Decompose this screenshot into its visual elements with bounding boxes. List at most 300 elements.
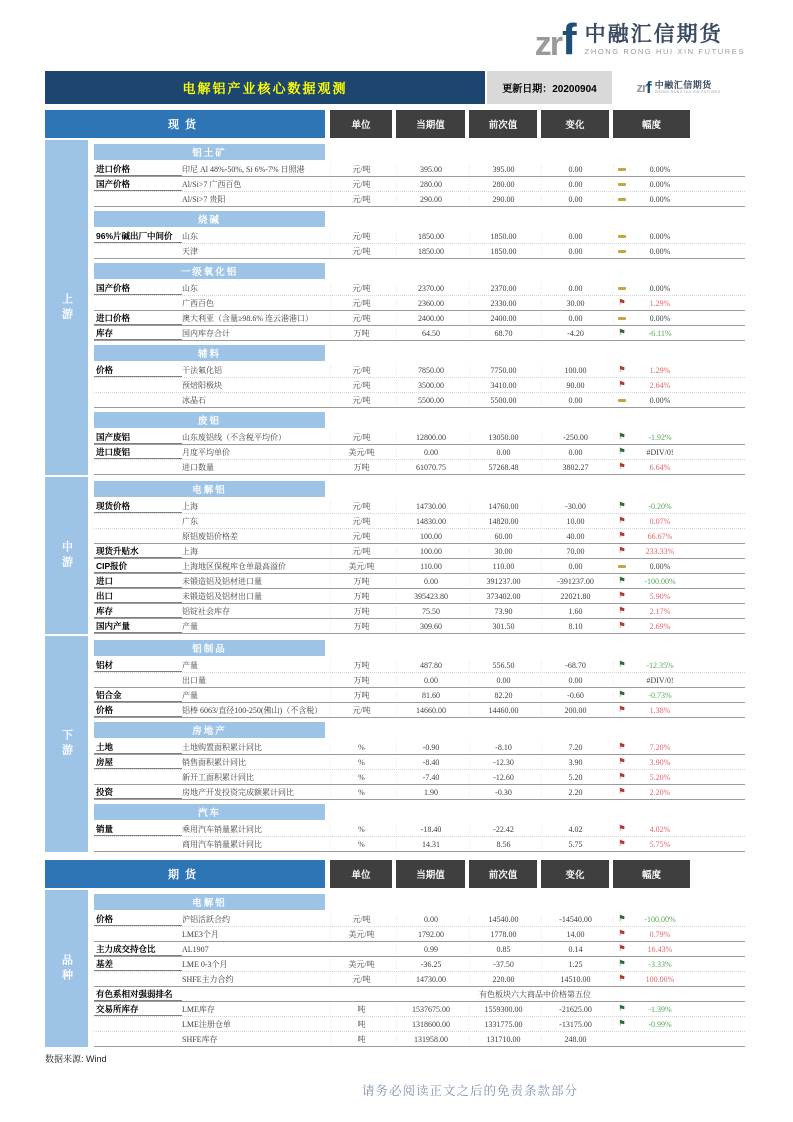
table-row bbox=[94, 296, 745, 311]
cell-item: 未锻造铝及铝材出口量 bbox=[182, 591, 262, 601]
cell-label bbox=[94, 378, 182, 392]
cell-range bbox=[613, 396, 690, 405]
trend-up-flag-icon: ⚑ bbox=[618, 943, 626, 954]
cell-previous: 2370.00 bbox=[469, 284, 537, 293]
cell-current: 14830.00 bbox=[396, 517, 465, 526]
trend-down-flag-icon: ⚑ bbox=[618, 1018, 626, 1029]
column-change: 变化 bbox=[541, 110, 609, 138]
cell-change: 22021.80 bbox=[541, 592, 609, 601]
cell-label bbox=[94, 514, 182, 528]
table-row bbox=[94, 770, 745, 785]
cell-change: 4.02 bbox=[541, 825, 609, 834]
cell-change: 7.20 bbox=[541, 743, 609, 752]
cell-range bbox=[613, 517, 690, 526]
table-row bbox=[94, 281, 745, 296]
spot-table-body bbox=[45, 140, 745, 852]
range-value: 0.07% bbox=[649, 516, 671, 526]
cell-current: 2360.00 bbox=[396, 299, 465, 308]
cell-label bbox=[94, 927, 182, 941]
cell-previous: 73.90 bbox=[469, 607, 537, 616]
cell-previous: 131710.00 bbox=[469, 1035, 537, 1044]
cell-previous: 13050.00 bbox=[469, 433, 537, 442]
trend-up-flag-icon: ⚑ bbox=[618, 771, 626, 782]
cell-label bbox=[94, 296, 182, 310]
cell-span-note: 有色板块六大商品中价格第五位 bbox=[479, 989, 591, 999]
table-row bbox=[94, 1002, 745, 1017]
range-value: 0.00% bbox=[649, 164, 671, 174]
cell-item: 产量 bbox=[182, 660, 198, 670]
range-value: 66.67% bbox=[647, 531, 673, 541]
trend-up-flag-icon: ⚑ bbox=[618, 297, 626, 308]
section-header: 电解铝 bbox=[94, 894, 325, 910]
logo-text bbox=[585, 24, 745, 55]
trend-flat-icon bbox=[614, 195, 630, 204]
cell-item: 广西百色 bbox=[182, 298, 214, 308]
cell-range bbox=[613, 1020, 690, 1029]
column-change: 变化 bbox=[541, 860, 609, 888]
cell-item: 山东 bbox=[182, 283, 198, 293]
cell-current: -0.90 bbox=[396, 743, 465, 752]
cell-unit: 元/吨 bbox=[330, 231, 392, 242]
cell-unit: 万吨 bbox=[330, 675, 392, 686]
trend-flat-icon bbox=[614, 284, 630, 293]
column-previous: 前次值 bbox=[469, 860, 537, 888]
cell-previous: 68.70 bbox=[469, 329, 537, 338]
stage-group bbox=[45, 636, 745, 852]
cell-range bbox=[613, 743, 690, 752]
cell-item: 上海 bbox=[182, 501, 198, 511]
cell-item: 商用汽车销量累计同比 bbox=[182, 839, 262, 849]
logo-name-en-small: ZHONG RONG HUI XIN FUTURES bbox=[654, 90, 721, 94]
cell-label: 国内产量 bbox=[94, 619, 182, 633]
cell-unit: % bbox=[330, 825, 392, 834]
cell-label: 国产价格 bbox=[94, 177, 182, 191]
cell-change: 40.00 bbox=[541, 532, 609, 541]
cell-item: SHFE库存 bbox=[182, 1034, 218, 1044]
cell-item: Al/Si>7 广西百色 bbox=[182, 179, 242, 189]
cell-range bbox=[613, 592, 690, 601]
cell-previous: 1331775.00 bbox=[469, 1020, 537, 1029]
cell-previous: 220.00 bbox=[469, 975, 537, 984]
cell-label bbox=[94, 1032, 182, 1046]
cell-label: 有色系相对强弱排名 bbox=[94, 987, 182, 1001]
cell-unit: 元/吨 bbox=[330, 179, 392, 190]
cell-previous: -12.60 bbox=[469, 773, 537, 782]
cell-item: Al/Si>7 贵阳 bbox=[182, 194, 226, 204]
cell-current: 12800.00 bbox=[396, 433, 465, 442]
title-bar bbox=[45, 71, 745, 104]
column-current: 当期值 bbox=[396, 110, 465, 138]
page-title: 电解铝产业核心数据观测 bbox=[45, 71, 485, 104]
trend-up-flag-icon: ⚑ bbox=[618, 786, 626, 797]
zrf-logo-mark-icon bbox=[534, 15, 577, 65]
table-row bbox=[94, 574, 745, 589]
cell-current: -8.40 bbox=[396, 758, 465, 767]
table-row bbox=[94, 460, 745, 475]
cell-current: -7.40 bbox=[396, 773, 465, 782]
cell-item: 国内库存合计 bbox=[182, 328, 230, 338]
table-row bbox=[94, 822, 745, 837]
table-row bbox=[94, 499, 745, 514]
logo-f-small: f bbox=[646, 77, 652, 97]
logo-text-small bbox=[655, 81, 721, 94]
cell-item: LME 0-3个月 bbox=[182, 959, 228, 969]
cell-label: 基差 bbox=[94, 957, 182, 971]
logo-name-cn-small: 中融汇信期货 bbox=[654, 80, 712, 90]
cell-previous: 301.50 bbox=[469, 622, 537, 631]
range-value: 0.00% bbox=[649, 283, 671, 293]
cell-item: 山东 bbox=[182, 231, 198, 241]
cell-change: 100.00 bbox=[541, 366, 609, 375]
cell-current: 64.50 bbox=[396, 329, 465, 338]
cell-previous: 7750.00 bbox=[469, 366, 537, 375]
trend-down-flag-icon: ⚑ bbox=[618, 500, 626, 511]
cell-current: 110.00 bbox=[396, 562, 465, 571]
cell-current: 1318600.00 bbox=[396, 1020, 465, 1029]
cell-unit: 元/吨 bbox=[330, 501, 392, 512]
cell-label bbox=[94, 837, 182, 851]
cell-range bbox=[613, 825, 690, 834]
cell-current: 0.00 bbox=[396, 915, 465, 924]
table-row bbox=[94, 363, 745, 378]
cell-previous: -8.10 bbox=[469, 743, 537, 752]
cell-change: 5.75 bbox=[541, 840, 609, 849]
stage-rail-上游: 上游 bbox=[45, 140, 88, 475]
cell-item: 广东 bbox=[182, 516, 198, 526]
table-row bbox=[94, 912, 745, 927]
cell-change: -21625.00 bbox=[541, 1005, 609, 1014]
cell-range bbox=[613, 463, 690, 472]
cell-change: -250.00 bbox=[541, 433, 609, 442]
range-value: -0.20% bbox=[648, 501, 672, 511]
cell-label: 房屋 bbox=[94, 755, 182, 769]
cell-range bbox=[613, 622, 690, 631]
cell-change: 0.00 bbox=[541, 165, 609, 174]
cell-unit: 元/吨 bbox=[330, 432, 392, 443]
cell-label: 现货升贴水 bbox=[94, 544, 182, 558]
cell-unit: 吨 bbox=[330, 1019, 392, 1030]
cell-current: 7850.00 bbox=[396, 366, 465, 375]
cell-current: 309.60 bbox=[396, 622, 465, 631]
cell-current: 0.00 bbox=[396, 448, 465, 457]
cell-unit: 元/吨 bbox=[330, 365, 392, 376]
section-header: 电解铝 bbox=[94, 481, 325, 497]
cell-label bbox=[94, 770, 182, 784]
section-header: 一级氧化铝 bbox=[94, 263, 325, 279]
range-value: -1.39% bbox=[648, 1004, 672, 1014]
cell-previous: 0.00 bbox=[469, 448, 537, 457]
cell-range bbox=[613, 195, 690, 204]
range-value: #DIV/0! bbox=[646, 675, 674, 685]
table-row bbox=[94, 529, 745, 544]
cell-range bbox=[613, 945, 690, 954]
column-unit: 单位 bbox=[330, 110, 392, 138]
cell-range bbox=[613, 676, 690, 685]
range-value: #DIV/0! bbox=[646, 447, 674, 457]
cell-label bbox=[94, 1017, 182, 1031]
trend-flat-icon bbox=[614, 232, 630, 241]
trend-up-flag-icon: ⚑ bbox=[618, 756, 626, 767]
cell-current: 81.60 bbox=[396, 691, 465, 700]
cell-change: 0.14 bbox=[541, 945, 609, 954]
cell-label: 现货价格 bbox=[94, 499, 182, 513]
table-row bbox=[94, 785, 745, 800]
trend-down-flag-icon: ⚑ bbox=[618, 689, 626, 700]
section-header: 废铝 bbox=[94, 412, 325, 428]
cell-range bbox=[613, 314, 690, 323]
cell-item: 沪铝活跃合约 bbox=[182, 914, 230, 924]
stage-group bbox=[45, 477, 745, 634]
section-header: 房地产 bbox=[94, 722, 325, 738]
cell-range bbox=[613, 448, 690, 457]
cell-unit: 美元/吨 bbox=[330, 959, 392, 970]
table-row bbox=[94, 244, 745, 259]
cell-unit: % bbox=[330, 743, 392, 752]
cell-range bbox=[613, 562, 690, 571]
cell-previous: 1559300.00 bbox=[469, 1005, 537, 1014]
cell-previous: 2400.00 bbox=[469, 314, 537, 323]
cell-change: 10.00 bbox=[541, 517, 609, 526]
cell-range bbox=[613, 299, 690, 308]
cell-current: 100.00 bbox=[396, 547, 465, 556]
cell-label bbox=[94, 972, 182, 986]
cell-previous: 1778.00 bbox=[469, 930, 537, 939]
cell-current: 1.90 bbox=[396, 788, 465, 797]
cell-label: 土地 bbox=[94, 740, 182, 754]
cell-label bbox=[94, 673, 182, 687]
cell-change: 0.00 bbox=[541, 195, 609, 204]
cell-unit: 元/吨 bbox=[330, 705, 392, 716]
cell-range bbox=[613, 547, 690, 556]
cell-label bbox=[94, 192, 182, 206]
table-row bbox=[94, 162, 745, 177]
range-value: 5.20% bbox=[649, 772, 671, 782]
range-value: 2.20% bbox=[649, 787, 671, 797]
cell-item: 出口量 bbox=[182, 675, 206, 685]
cell-unit: % bbox=[330, 773, 392, 782]
cell-label: 出口 bbox=[94, 589, 182, 603]
column-unit: 单位 bbox=[330, 860, 392, 888]
cell-previous: -0.30 bbox=[469, 788, 537, 797]
trend-flat-icon bbox=[614, 180, 630, 189]
cell-item: 新开工面积累计同比 bbox=[182, 772, 254, 782]
cell-unit: 元/吨 bbox=[330, 164, 392, 175]
trend-up-flag-icon: ⚑ bbox=[618, 605, 626, 616]
trend-down-flag-icon: ⚑ bbox=[618, 446, 626, 457]
cell-unit: 万吨 bbox=[330, 606, 392, 617]
cell-item: 预焙阳极块 bbox=[182, 380, 222, 390]
cell-label: 进口价格 bbox=[94, 162, 182, 176]
stage-group bbox=[45, 890, 745, 1047]
cell-current: 3500.00 bbox=[396, 381, 465, 390]
table-row bbox=[94, 688, 745, 703]
cell-unit: 吨 bbox=[330, 1004, 392, 1015]
cell-change: -14540.00 bbox=[541, 915, 609, 924]
cell-change: 70.00 bbox=[541, 547, 609, 556]
stage-rail-中游: 中游 bbox=[45, 477, 88, 634]
cell-current: 487.80 bbox=[396, 661, 465, 670]
cell-item: 上海地区保税库仓单最高溢价 bbox=[182, 561, 286, 571]
cell-previous: 1850.00 bbox=[469, 232, 537, 241]
company-logo-small bbox=[612, 71, 745, 104]
cell-item: LME库存 bbox=[182, 1004, 215, 1014]
cell-change: -0.60 bbox=[541, 691, 609, 700]
cell-label: 销量 bbox=[94, 822, 182, 836]
stage-group bbox=[45, 140, 745, 475]
disclaimer-note: 请务必阅读正文之后的免责条款部分 bbox=[361, 1084, 578, 1098]
cell-range bbox=[613, 577, 690, 586]
range-value: 0.79% bbox=[649, 929, 671, 939]
cell-change: 0.00 bbox=[541, 284, 609, 293]
column-range: 幅度 bbox=[613, 860, 690, 888]
cell-change: -30.00 bbox=[541, 502, 609, 511]
table-row bbox=[94, 740, 745, 755]
section-header: 烧碱 bbox=[94, 211, 325, 227]
range-value: 2.69% bbox=[649, 621, 671, 631]
cell-unit: 元/吨 bbox=[330, 298, 392, 309]
cell-change: -391237.00 bbox=[541, 577, 609, 586]
cell-range bbox=[613, 502, 690, 511]
range-value: 1.38% bbox=[649, 705, 671, 715]
table-row bbox=[94, 559, 745, 574]
cell-current: 131958.00 bbox=[396, 1035, 465, 1044]
cell-item: AL1907 bbox=[182, 944, 209, 954]
cell-change: 14510.00 bbox=[541, 975, 609, 984]
table-row bbox=[94, 755, 745, 770]
table-row bbox=[94, 1032, 745, 1047]
stage-content bbox=[94, 477, 745, 634]
range-value: -3.33% bbox=[648, 959, 672, 969]
range-value: -1.92% bbox=[648, 432, 672, 442]
cell-previous: 391237.00 bbox=[469, 577, 537, 586]
cell-range bbox=[613, 975, 690, 984]
cell-change: 5.20 bbox=[541, 773, 609, 782]
cell-change: 90.00 bbox=[541, 381, 609, 390]
range-value: 100.00% bbox=[645, 974, 675, 984]
cell-label: 进口 bbox=[94, 574, 182, 588]
cell-range bbox=[613, 706, 690, 715]
cell-label: 国产价格 bbox=[94, 281, 182, 295]
table-row bbox=[94, 177, 745, 192]
cell-previous: 2330.00 bbox=[469, 299, 537, 308]
section-header: 辅料 bbox=[94, 345, 325, 361]
table-row bbox=[94, 673, 745, 688]
table-row bbox=[94, 589, 745, 604]
cell-change: 30.00 bbox=[541, 299, 609, 308]
cell-item: 原铝废铝价格差 bbox=[182, 531, 238, 541]
cell-unit: 元/吨 bbox=[330, 395, 392, 406]
cell-previous: 14820.00 bbox=[469, 517, 537, 526]
cell-change: -13175.00 bbox=[541, 1020, 609, 1029]
cell-range bbox=[613, 773, 690, 782]
cell-previous: 82.20 bbox=[469, 691, 537, 700]
table-row bbox=[94, 957, 745, 972]
cell-unit: % bbox=[330, 758, 392, 767]
cell-range bbox=[613, 691, 690, 700]
cell-previous: 280.00 bbox=[469, 180, 537, 189]
range-value: 7.20% bbox=[649, 742, 671, 752]
range-value: -100.00% bbox=[644, 576, 676, 586]
cell-current: 280.00 bbox=[396, 180, 465, 189]
trend-down-flag-icon: ⚑ bbox=[618, 327, 626, 338]
range-value: 1.29% bbox=[649, 365, 671, 375]
range-value: -6.11% bbox=[648, 328, 672, 338]
stage-content bbox=[94, 140, 745, 475]
range-value: 0.00% bbox=[649, 246, 671, 256]
data-source-note: 数据来源: Wind bbox=[45, 1054, 107, 1064]
cell-label: 投资 bbox=[94, 785, 182, 799]
trend-down-flag-icon: ⚑ bbox=[618, 575, 626, 586]
cell-previous: -22.42 bbox=[469, 825, 537, 834]
cell-current: 5500.00 bbox=[396, 396, 465, 405]
trend-up-flag-icon: ⚑ bbox=[618, 973, 626, 984]
spot-table-header bbox=[45, 110, 745, 138]
trend-up-flag-icon: ⚑ bbox=[618, 838, 626, 849]
cell-label: 价格 bbox=[94, 703, 182, 717]
cell-label: 铝合金 bbox=[94, 688, 182, 702]
cell-current: 75.50 bbox=[396, 607, 465, 616]
cell-label: CIP报价 bbox=[94, 559, 182, 573]
column-previous: 前次值 bbox=[469, 110, 537, 138]
cell-change: -4.20 bbox=[541, 329, 609, 338]
cell-change: 200.00 bbox=[541, 706, 609, 715]
cell-label bbox=[94, 244, 182, 258]
cell-unit: 元/吨 bbox=[330, 974, 392, 985]
cell-range bbox=[613, 165, 690, 174]
cell-label bbox=[94, 460, 182, 474]
range-value: 2.17% bbox=[649, 606, 671, 616]
range-value: 6.64% bbox=[649, 462, 671, 472]
trend-up-flag-icon: ⚑ bbox=[618, 461, 626, 472]
cell-unit: 万吨 bbox=[330, 591, 392, 602]
cell-change: 3.90 bbox=[541, 758, 609, 767]
cell-change: 0.00 bbox=[541, 314, 609, 323]
cell-current: 14730.00 bbox=[396, 975, 465, 984]
cell-item: 产量 bbox=[182, 690, 198, 700]
cell-unit: 元/吨 bbox=[330, 246, 392, 257]
table-row bbox=[94, 703, 745, 718]
cell-unit: 元/吨 bbox=[330, 914, 392, 925]
cell-current: 0.00 bbox=[396, 676, 465, 685]
futures-table-body bbox=[45, 890, 745, 1047]
trend-up-flag-icon: ⚑ bbox=[618, 620, 626, 631]
cell-change: 0.00 bbox=[541, 676, 609, 685]
range-value: -0.99% bbox=[648, 1019, 672, 1029]
cell-unit: 万吨 bbox=[330, 690, 392, 701]
range-value: 3.90% bbox=[649, 757, 671, 767]
cell-current: 0.99 bbox=[396, 945, 465, 954]
cell-range bbox=[613, 180, 690, 189]
cell-range bbox=[613, 607, 690, 616]
cell-change: 0.00 bbox=[541, 396, 609, 405]
cell-unit: 万吨 bbox=[330, 576, 392, 587]
trend-flat-icon bbox=[614, 562, 630, 571]
cell-range bbox=[613, 247, 690, 256]
update-date: 更新日期：20200904 bbox=[487, 71, 612, 104]
trend-up-flag-icon: ⚑ bbox=[618, 928, 626, 939]
trend-up-flag-icon: ⚑ bbox=[618, 590, 626, 601]
trend-flat-icon bbox=[614, 247, 630, 256]
table-row bbox=[94, 987, 745, 1002]
cell-item: 干法氟化铝 bbox=[182, 365, 222, 375]
cell-range bbox=[613, 366, 690, 375]
cell-previous: 373402.00 bbox=[469, 592, 537, 601]
cell-current: 395423.80 bbox=[396, 592, 465, 601]
cell-label: 主力成交持仓比 bbox=[94, 942, 182, 956]
logo-name-cn: 中融汇信期货 bbox=[584, 23, 723, 47]
cell-unit: 美元/吨 bbox=[330, 447, 392, 458]
trend-flat-icon bbox=[614, 165, 630, 174]
